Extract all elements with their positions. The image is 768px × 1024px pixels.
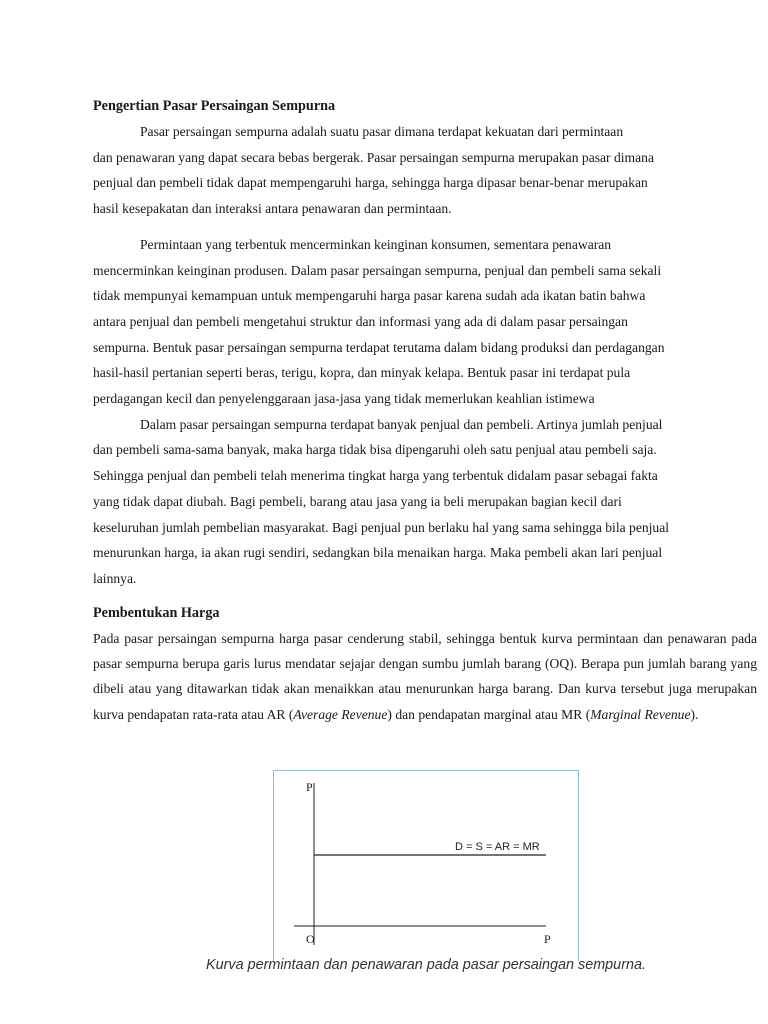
text-line: tidak mempunyai kemampuan untuk mempengaruhi harga pasar karena sudah ada ikatan batin bahwa	[93, 288, 646, 304]
text-line: menurunkan harga, ia akan rugi sendiri, sedangkan bila menaikan harga. Maka pembeli akan lari penjual	[93, 545, 663, 561]
demand-supply-figure	[273, 770, 579, 961]
text-line: perdagangan kecil dan penyelenggaraan jasa-jasa yang tidak memerlukan keahlian istimewa	[93, 391, 595, 407]
figure-caption: Kurva permintaan dan penawaran pada pasar persaingan sempurna.	[205, 957, 646, 973]
paragraph-sellers-buyers	[93, 412, 757, 592]
text-line: Permintaan yang terbentuk mencerminkan keinginan konsumen, sementara penawaran	[140, 236, 612, 252]
text-line: antara penjual dan pembeli mengetahui struktur dan informasi yang ada di dalam pasar persaingan	[93, 313, 628, 329]
paragraph-definition	[93, 119, 757, 222]
text-run: ) dan pendapatan marginal atau MR (	[387, 706, 591, 722]
document-page	[93, 96, 757, 727]
text-line: lainnya.	[93, 570, 137, 586]
curve-label: D = S = AR = MR	[455, 841, 540, 853]
term-average-revenue: Average Revenue	[293, 706, 388, 722]
text-line: dan penawaran yang dapat secara bebas bergerak. Pasar persaingan sempurna merupakan pasar dimana	[93, 149, 654, 165]
text-line: Pasar persaingan sempurna adalah suatu pasar dimana terdapat kekuatan dari permintaan	[140, 124, 624, 139]
paragraph-gap	[93, 222, 757, 232]
text-line: hasil kesepakatan dan interaksi antara penawaran dan permintaan.	[93, 201, 452, 217]
text-run: Pada pasar persaingan sempurna harga pasar cenderung stabil, sehingga bentuk kurva permintaan dan penawaran pada pasar sempurna berupa garis lurus mendatar sejajar dengan sumbu jumlah barang (OQ). Berapa pun jumlah barang yang dibeli atau yang ditawarkan tidak akan menaikkan atau menurunkan harga barang. Dan kurva tersebut juga merupakan kurva pendapatan rata-rata atau AR (	[93, 630, 757, 722]
text-line: sempurna. Bentuk pasar persaingan sempurna terdapat terutama dalam bidang produksi dan perdagangan	[93, 339, 665, 355]
y-axis-label: P	[306, 780, 313, 794]
section-heading-pembentukan-harga: Pembentukan Harga	[93, 604, 220, 621]
x-axis-label: P	[544, 932, 551, 946]
text-line: penjual dan pembeli tidak dapat mempengaruhi harga, sehingga harga dipasar benar-benar merupakan	[93, 175, 648, 191]
origin-label: O	[306, 932, 315, 946]
term-marginal-revenue: Marginal Revenue	[590, 706, 691, 722]
section-gap	[93, 592, 757, 603]
section-heading-pengertian: Pengertian Pasar Persaingan Sempurna	[93, 98, 336, 114]
text-line: hasil-hasil pertanian seperti beras, terigu, kopra, dan minyak kelapa. Bentuk pasar ini terdapat pula	[93, 365, 631, 381]
text-run: ).	[690, 706, 699, 722]
text-line: mencerminkan keinginan produsen. Dalam pasar persaingan sempurna, penjual dan pembeli sama sekali	[93, 262, 662, 278]
text-line: Sehingga penjual dan pembeli telah menerima tingkat harga yang terbentuk didalam pasar sebagai fakta	[93, 468, 658, 484]
text-line: dan pembeli sama-sama banyak, maka harga tidak bisa dipengaruhi oleh satu penjual atau pembeli saja.	[93, 442, 657, 458]
paragraph-price-formation	[93, 626, 757, 728]
figure-diagram	[274, 771, 578, 961]
text-line: keseluruhan jumlah pembelian masyarakat. Bagi penjual pun berlaku hal yang sama sehingga bila penjual	[93, 519, 670, 535]
text-line: Dalam pasar persaingan sempurna terdapat banyak penjual dan pembeli. Artinya jumlah penjual	[140, 416, 663, 432]
paragraph-demand	[93, 232, 757, 412]
text-line: yang tidak dapat diubah. Bagi pembeli, barang atau jasa yang ia beli merupakan bagian kecil dari	[93, 493, 622, 509]
